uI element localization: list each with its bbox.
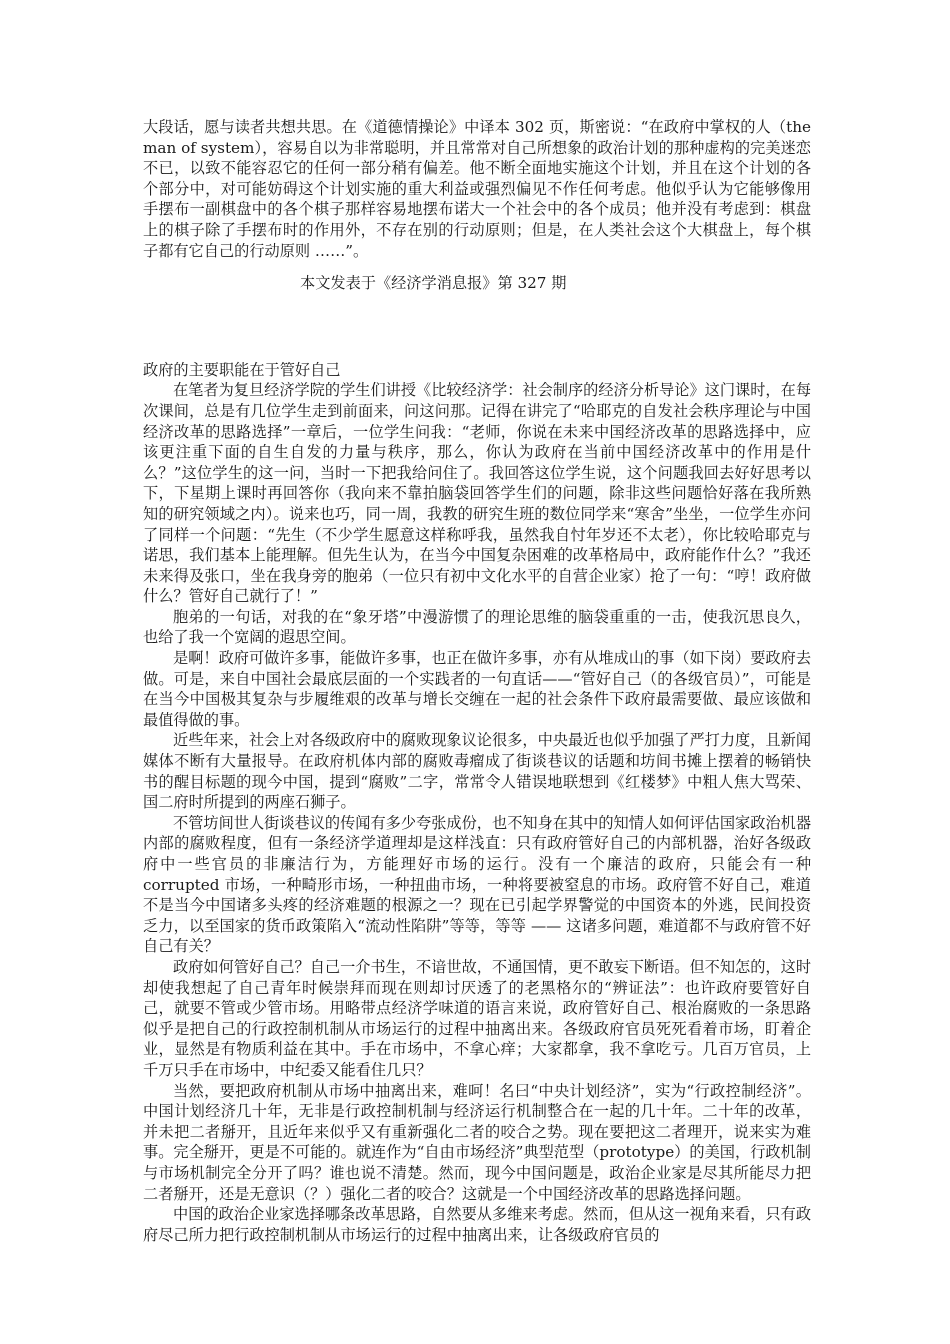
opening-paragraph: 大段话，愿与读者共想共思。在《道德情操论》中译本 302 页，斯密说：“在政府中掌权的人（the man of system），容易自以为非常聪明，并且常常对自己所想象的政治计划的那种虚构的完美迷恋不已，以致不能容忍它的任何一部分稍有偏差。他不断全面地实施这个计划，并且在这个计划的各个部分中，对可能妨碍这个计划实施的重大利益或强烈偏见不作任何考虑。他似乎认为它能够像用手摆布一副棋盘中的各个棋子那样容易地摆布诺大一个社会中的各个成员；他并没有考虑到：棋盘上的棋子除了手摆布时的作用外，不存在别的行动原则；但是，在人类社会这个大棋盘上，每个棋子都有它自己的行动原则 ……”。 <box>143 118 811 260</box>
body-paragraph-2: 胞弟的一句话，对我的在“象牙塔”中漫游惯了的理论思维的脑袋重重的一击，使我沉思良久，也给了我一个宽阔的遐思空间。 <box>143 607 811 647</box>
body-paragraph-8: 中国的政治企业家选择哪条改革思路，自然要从多维来考虑。然而，但从这一视角来看，只有政府尽己所力把行政控制机制从市场运行的过程中抽离出来，让各级政府官员的 <box>143 1205 811 1244</box>
document-page <box>143 117 811 1245</box>
publication-notice: 本文发表于《经济学消息报》第 327 期 <box>300 274 567 293</box>
body-paragraph-3: 是啊！政府可做许多事，能做许多事，也正在做许多事，亦有从堆成山的事（如下岗）要政府去做。可是，来自中国社会最底层面的一个实践者的一句直话——“管好自己（的各级官员）”，可能是在当今中国极其复杂与步履维艰的改革与增长交缠在一起的社会条件下政府最需要做、最应该做和最值得做的事。 <box>143 649 811 729</box>
article-title: 政府的主要职能在于管好自己 <box>143 360 341 379</box>
body-paragraph-4: 近些年来，社会上对各级政府中的腐败现象议论很多，中央最近也似乎加强了严打力度，且新闻媒体不断有大量报导。在政府机体内部的腐败毒瘤成了街谈巷议的话题和坊间书摊上摆着的畅销快书的醒目标题的现今中国，提到“腐败”二字，常常令人错误地联想到《红楼梦》中粗人焦大骂荣、国二府时所提到的两座石狮子。 <box>143 731 811 812</box>
body-paragraph-6: 政府如何管好自己？自己一介书生，不谙世故，不通国情，更不敢妄下断语。但不知怎的，这时却使我想起了自己青年时候崇拜而现在则却讨厌透了的老黑格尔的“辨证法”：也许政府要管好自己，就要不管或少管市场。用略带点经济学味道的语言来说，政府管好自己、根治腐败的一条思路似乎是把自己的行政控制机制从市场运行的过程中抽离出来。各级政府官员死死看着市场，盯着企业，显然是有物质利益在其中。手在市场中，不拿心痒；大家都拿，我不拿吃亏。几百万官员，上千万只手在市场中，中纪委又能看住几只？ <box>143 957 811 1079</box>
body-paragraph-1: 在笔者为复旦经济学院的学生们讲授《比较经济学：社会制序的经济分析导论》这门课时，在每次课间，总是有几位学生走到前面来，问这问那。记得在讲完了“哈耶克的自发社会秩序理论与中国经济改革的思路选择”一章后，一位学生问我：“老师，你说在未来中国经济改革的思路选择中，应该更注重下面的自生自发的力量与秩序，那么，你认为政府在当前中国经济改革中的作用是什么？”这位学生的这一问，当时一下把我给问住了。我回答这位学生说，这个问题我回去好好思考以下，下星期上课时再回答你（我向来不靠拍脑袋回答学生们的问题，除非这些问题恰好落在我所熟知的研究领域之内）。说来也巧，同一周，我教的研究生班的数位同学来“寒舍”坐坐，一位学生亦问了同样一个问题：“先生（不少学生愿意这样称呼我，虽然我自忖年岁还不太老），你比较哈耶克与诺思，我们基本上能理解。但先生认为，在当今中国复杂困难的改革格局中，政府能作什么？”我还未来得及张口，坐在我身旁的胞弟（一位只有初中文化水平的自营企业家）抢了一句：“哼！政府做什么？管好自己就行了！” <box>143 381 811 606</box>
body-paragraph-7: 当然，要把政府机制从市场中抽离出来，难呵！名曰“中央计划经济”，实为“行政控制经济”。中国计划经济几十年，无非是行政控制机制与经济运行机制整合在一起的几十年。二十年的改革，并未把二者掰开，且近年来似乎又有重新强化二者的咬合之势。现在要把这二者理开，说来实为难事。完全掰开，更是不可能的。就连作为“自由市场经济”典型范型（prototype）的美国，行政机制与市场机制完全分开了吗？谁也说不清楚。然而，现今中国问题是，政治企业家是尽其所能尽力把二者掰开，还是无意识（？）强化二者的咬合？这就是一个中国经济改革的思路选择问题。 <box>143 1081 811 1203</box>
body-paragraph-5: 不管坊间世人街谈巷议的传闻有多少夸张成份，也不知身在其中的知情人如何评估国家政治机器内部的腐败程度，但有一条经济学道理却是这样浅直：只有政府管好自己的内部机器，治好各级政府中一些官员的非廉洁行为，方能理好市场的运行。没有一个廉洁的政府，只能会有一种 corrupted 市场，一种畸形市场，一种扭曲市场，一种将要被窒息的市场。政府管不好自己，难道不是当今中国诸多头疼的经济难题的根源之一？现在已引起学界警觉的中国资本的外逃，民间投资乏力，以至国家的货币政策陷入“流动性陷阱”等等，等等 —— 这诸多问题，难道都不与政府管不好自己有关？ <box>143 813 811 956</box>
